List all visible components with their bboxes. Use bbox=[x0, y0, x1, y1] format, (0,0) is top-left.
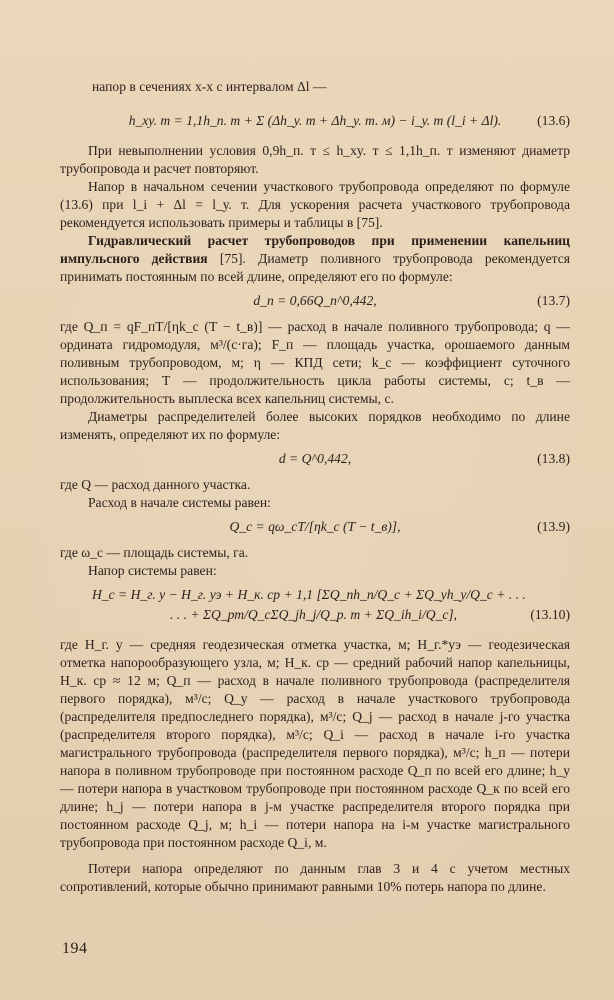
formula-13-9-text: Q_c = qω_cT/[ηk_c (T − t_в)], bbox=[229, 519, 401, 534]
system-flow-intro: Расход в начале системы равен: bbox=[88, 495, 271, 510]
condition-paragraph: При невыполнении условия 0,9h_п. т ≤ h_xy. т ≤ 1,1h_п. т изменяют диаметр трубопровода и расчет повторяют. bbox=[60, 143, 570, 176]
drip-calc-paragraph bbox=[60, 232, 570, 286]
definitions-13-9: где ω_c — площадь системы, га. bbox=[60, 545, 249, 560]
formula-13-10-line2: . . . + ΣQ_рт/Q_cΣQ_jh_j/Q_р. т + ΣQ_ih_i/Q_c], bbox=[170, 607, 458, 622]
spacer bbox=[60, 852, 570, 860]
system-head-intro: Напор системы равен: bbox=[88, 563, 217, 578]
initial-head-paragraph: Напор в начальном сечении участкового трубопровода определяют по формуле (13.6) при l_i + Δl = l_у. т. Для ускорения расчета участкового трубопровода рекомендуется использовать примеры и таблицы в [75]. bbox=[60, 179, 570, 230]
formula-13-7-text: d_п = 0,66Q_п^0,442, bbox=[253, 293, 377, 308]
definitions-13-8: где Q — расход данного участка. bbox=[60, 477, 251, 492]
formula-13-10 bbox=[60, 586, 570, 630]
definitions-13-7: где Q_п = qF_пT/[ηk_c (T − t_в)] — расход в начале поливного трубопровода; q — ордината гидромодуля, м³/(с·га); F_п — площадь участка, орошаемого данным поливным трубопроводом, м; η — КПД сети; k_c — коэффициент суточного использования; T — продолжительность цикла работы системы, с; t_в — продолжительность выплеска всех капельниц системы, с. bbox=[60, 319, 570, 406]
formula-13-6 bbox=[60, 102, 570, 136]
formula-13-8 bbox=[60, 450, 570, 472]
formula-13-9 bbox=[60, 518, 570, 540]
distributor-paragraph: Диаметры распределителей более высоких порядков необходимо по длине изменять, определяют их по формуле: bbox=[60, 409, 570, 442]
eq-num-13-6: (13.6) bbox=[537, 113, 570, 128]
drip-calc-heading: Гидравлический расчет трубопроводов при применении капельниц импульсного действия bbox=[60, 233, 570, 266]
formula-13-8-text: d = Q^0,442, bbox=[278, 451, 352, 466]
eq-num-13-7: (13.7) bbox=[537, 293, 570, 308]
eq-num-13-10: (13.10) bbox=[530, 607, 570, 622]
eq-num-13-9: (13.9) bbox=[537, 519, 570, 534]
page-body bbox=[60, 78, 570, 896]
drip-calc-text: [75]. Диаметр поливного трубопровода рекомендуется принимать постоянным по всей длине, определяют его по формуле: bbox=[60, 251, 571, 284]
head-loss-paragraph: Потери напора определяют по данным глав 3 и 4 с учетом местных сопротивлений, которые обычно принимают равными 10% потерь напора по длине. bbox=[60, 861, 570, 894]
page-number: 194 bbox=[62, 940, 88, 957]
formula-13-6-text: h_xy. т = 1,1h_п. т + Σ (Δh_у. т + Δh_у. т. м) − i_у. т (l_i + Δl). bbox=[128, 113, 502, 128]
formula-13-7 bbox=[60, 292, 570, 314]
intro-line: напор в сечениях x-x с интервалом Δl — bbox=[92, 79, 327, 94]
formula-13-10-line1: H_c = H_г. у − H_г. уэ + H_к. ср + 1,1 [ΣQ_пh_п/Q_c + ΣQ_уh_у/Q_c + . . . bbox=[92, 587, 526, 602]
eq-num-13-8: (13.8) bbox=[537, 451, 570, 466]
definitions-13-10: где H_г. у — средняя геодезическая отметка участка, м; H_г.*уэ — геодезическая отметка напорообразующего узла, м; H_к. ср — средний рабочий напор капельницы, H_к. ср ≈ 12 м; Q_п — расход в начале поливного трубопровода (распределителя первого порядка), м³/с; Q_у — расход в начале участкового трубопровода (распределителя предпоследнего порядка), м³/с; Q_j — расход в начале j-го участка (распределителя второго порядка), м³/с; Q_i — расход в начале i-го участка магистрального трубопровода (распределителя первого порядка), м³/с; h_п — потери напора в поливном трубопроводе при постоянном расходе Q_п по всей его длине; h_у — потери напора в участковом трубопроводе при постоянном расходе Q_к по всей его длине; h_j — потери напора в j-м участке распределителя второго порядка при постоянном расходе Q_j, м; h_i — потери напора на i-м участке магистрального трубопровода при постоянном расходе Q_i, м. bbox=[60, 637, 570, 850]
